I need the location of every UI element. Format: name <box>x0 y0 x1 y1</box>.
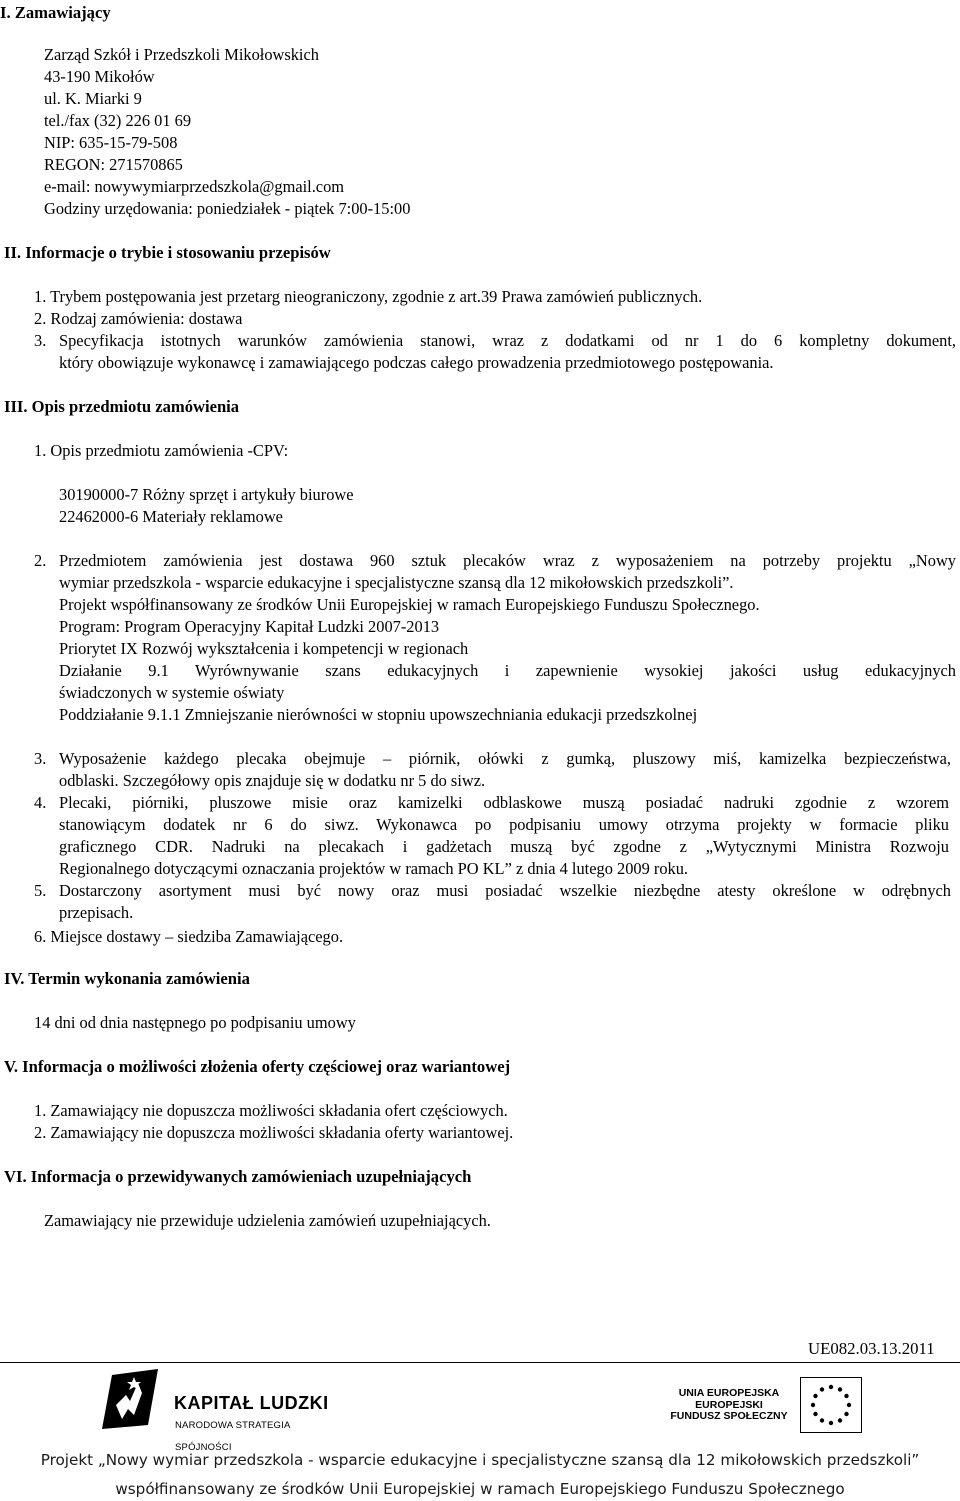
cpv-code: 30190000-7 Różny sprzęt i artykuły biurowe <box>59 485 354 504</box>
order-subject-text: wymiar przedszkola - wsparcie edukacyjne i specjalistyczne szansą dla 12 mikołowskich przedszkoli”. <box>59 573 734 592</box>
eu-logo-line: EUROPEJSKI <box>695 1398 763 1411</box>
office-hours: Godziny urzędowania: poniedziałek - piątek 7:00-15:00 <box>44 199 411 218</box>
nip-number: NIP: 635-15-79-508 <box>44 133 178 152</box>
eu-logo-line: UNIA EUROPEJSKA <box>678 1387 780 1399</box>
equipment-text: odblaski. Szczegółowy opis znajduje się w dodatku nr 5 do siwz. <box>59 771 486 790</box>
variant-offer-item: 2. Zamawiający nie dopuszcza możliwości składania oferty wariantowej. <box>34 1123 514 1142</box>
eu-fund-logo-text <box>670 1388 788 1423</box>
list-number: 5. <box>34 881 47 900</box>
list-number: 2. <box>34 551 47 570</box>
cpv-code: 22462000-6 Materiały reklamowe <box>59 507 283 526</box>
section-6-heading: VI. Informacja o przewidywanych zamówieniach uzupełniających <box>4 1167 472 1186</box>
print-requirements-text: Plecaki, piórniki, pluszowe misie oraz kamizelki odblaskowe muszą posiadać nadruki zgodnie z wzorem <box>59 793 949 812</box>
program-text: Program: Program Operacyjny Kapitał Ludzki 2007-2013 <box>59 617 440 636</box>
eu-flag-icon <box>800 1377 862 1433</box>
organization-name: Zarząd Szkół i Przedszkoli Mikołowskich <box>44 45 319 64</box>
equipment-text: Wyposażenie każdego plecaka obejmuje – piórnik, ołówki z gumką, pluszowy miś, kamizelka bezpieczeństwa, <box>59 749 951 768</box>
footer-funding-line: współfinansowany ze środków Unii Europejskiej w ramach Europejskiego Funduszu Społecznego <box>115 1480 845 1498</box>
section-3-heading: III. Opis przedmiotu zamówienia <box>4 397 240 416</box>
print-requirements-text: Regionalnego dotyczącymi oznaczania projektów w ramach PO KL” z dnia 4 lutego 2009 roku. <box>59 859 689 878</box>
section-2-heading: II. Informacje o trybie i stosowaniu przepisów <box>4 243 331 262</box>
cofinancing-text: Projekt współfinansowany ze środków Unii Europejskiej w ramach Europejskiego Funduszu Społecznego. <box>59 595 760 614</box>
partial-offer-item: 1. Zamawiający nie dopuszcza możliwości składania ofert częściowych. <box>34 1101 508 1120</box>
cpv-description-item: 1. Opis przedmiotu zamówienia -CPV: <box>34 441 289 460</box>
assortment-text: przepisach. <box>59 903 134 922</box>
order-type-item: 2. Rodzaj zamówienia: dostawa <box>34 309 243 328</box>
document-code: UE082.03.13.2011 <box>808 1339 935 1358</box>
logo-kl-subtitle: NARODOWA STRATEGIA SPÓJNOŚCI <box>175 1420 290 1453</box>
kapital-ludzki-logo <box>96 1365 338 1453</box>
section-5-heading: V. Informacja o możliwości złożenia oferty częściowej oraz wariantowej <box>4 1057 511 1076</box>
measure-text: świadczonych w systemie oświaty <box>59 683 285 702</box>
specification-text: Specyfikacja istotnych warunków zamówienia stanowi, wraz z dodatkami od nr 1 do 6 kompletny dokument, <box>59 331 956 350</box>
deadline-text: 14 dni od dnia następnego po podpisaniu umowy <box>34 1013 356 1032</box>
street-address: ul. K. Miarki 9 <box>44 89 142 108</box>
list-number: 4. <box>34 793 47 812</box>
footer-project-line: Projekt „Nowy wymiar przedszkola - wsparcie edukacyjne i specjalistyczne szansą dla 12 mikołowskich przedszkoli” <box>40 1451 920 1469</box>
footer-divider <box>0 1362 960 1363</box>
list-number: 3. <box>34 331 47 350</box>
assortment-text: Dostarczony asortyment musi być nowy oraz musi posiadać wszelkie niezbędne atesty określone w odrębnych <box>59 881 951 900</box>
specification-text: który obowiązuje wykonawcę i zamawiającego podczas całego prowadzenia przedmiotowego postępowania. <box>59 353 774 372</box>
section-1-heading: I. Zamawiający <box>0 3 111 22</box>
print-requirements-text: stanowiącym dodatek nr 6 do siwz. Wykonawca po podpisaniu umowy otrzyma projekty w formacie pliku <box>59 815 949 834</box>
priority-text: Priorytet IX Rozwój wykształcenia i kompetencji w regionach <box>59 639 469 658</box>
list-number: 3. <box>34 749 47 768</box>
section-4-heading: IV. Termin wykonania zamówienia <box>4 969 250 988</box>
postal-code-city: 43-190 Mikołów <box>44 67 155 86</box>
email-address: e-mail: nowywymiarprzedszkola@gmail.com <box>44 177 345 196</box>
print-requirements-text: graficznego CDR. Nadruki na plecakach i gadżetach muszą być zgodne z „Wytycznymi Ministra Rozwoju <box>59 837 949 856</box>
order-subject-text: Przedmiotem zamówienia jest dostawa 960 sztuk plecaków wraz z wyposażeniem na potrzeby projektu „Nowy <box>59 551 956 570</box>
measure-text: Działanie 9.1 Wyrównywanie szans edukacyjnych i zapewnienie wysokiej jakości usług edukacyjnych <box>59 661 956 680</box>
procedure-mode-item: 1. Trybem postępowania jest przetarg nieograniczony, zgodnie z art.39 Prawa zamówień publicznych. <box>34 287 703 306</box>
submeasure-text: Poddziałanie 9.1.1 Zmniejszanie nierówności w stopniu upowszechniania edukacji przedszkolnej <box>59 705 698 724</box>
eu-logo-line: FUNDUSZ SPOŁECZNY <box>670 1410 788 1422</box>
delivery-place-item: 6. Miejsce dostawy – siedziba Zamawiającego. <box>34 927 344 946</box>
regon-number: REGON: 271570865 <box>44 155 183 174</box>
supplementary-orders-text: Zamawiający nie przewiduje udzielenia zamówień uzupełniających. <box>44 1211 491 1230</box>
phone-fax: tel./fax (32) 226 01 69 <box>44 111 192 130</box>
logo-kl-title: KAPITAŁ LUDZKI <box>174 1393 329 1413</box>
